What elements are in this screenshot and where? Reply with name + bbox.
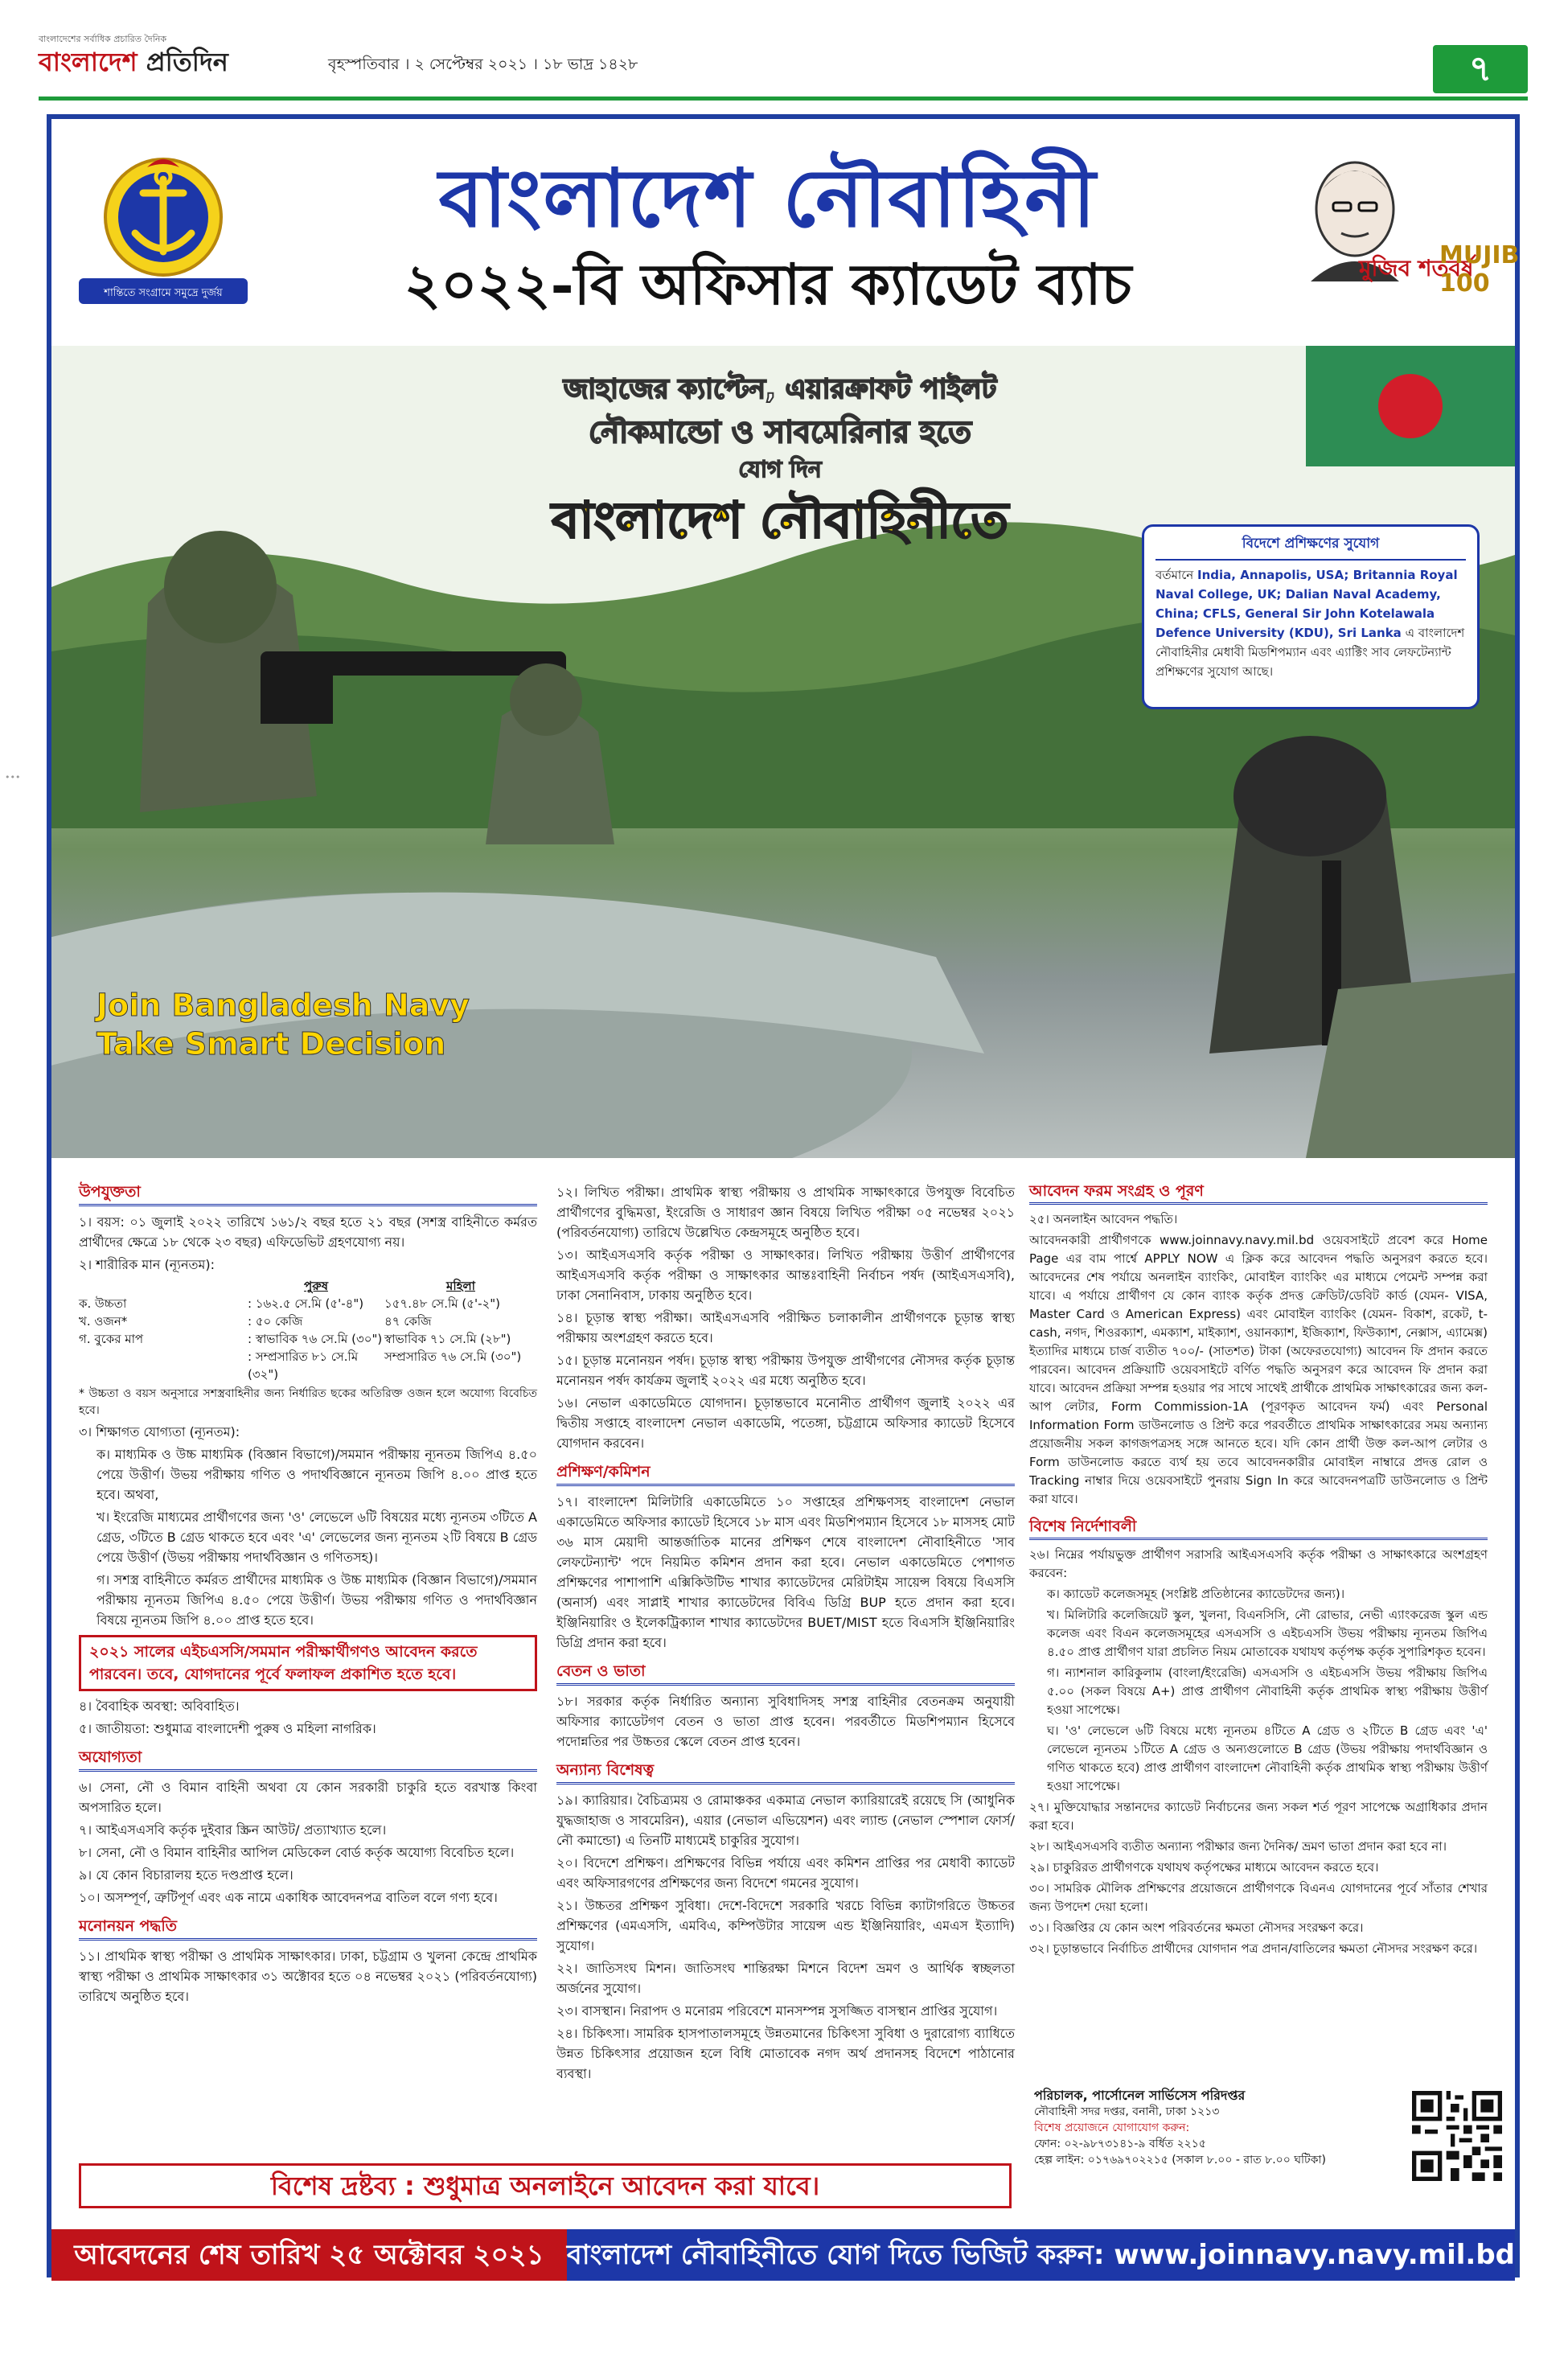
contact-box bbox=[1029, 2084, 1399, 2229]
section-instructions: বিশেষ নির্দেশাবলী bbox=[1029, 1516, 1488, 1540]
instruction-29: ২৯। চাকুরিরত প্রার্থীগণকে যথাযথ কর্তৃপক্ষের মাধ্যমে আবেদন করতে হবে। bbox=[1029, 1860, 1379, 1875]
mujib-logo-text: মুজিব শতবর্ষ bbox=[1359, 255, 1474, 281]
cell: : স্বাভাবিক ৭৬ সে.মি (৩০") bbox=[248, 1332, 383, 1346]
instruction-28: ২৮। আইএসএসবি ব্যতীত অন্যান্য পরীক্ষার জন্য দৈনিক/ ভ্রমণ ভাতা প্রদান করা হবে না। bbox=[1029, 1839, 1447, 1854]
row-label bbox=[79, 1348, 248, 1383]
feature-19: ১৯। ক্যারিয়ার। বৈচিত্র্যময় ও রোমাঞ্চকর একমাত্র নেভাল ক্যারিয়ারেই রয়েছে সি (আধুনিক যুদ্ধজাহাজ ও সাবমেরিন), এয়ার (নেভাল এভিয়েশন) এবং ল্যান্ড (নেভাল স্পেশাল ফোর্স/ নৌ কমান্ডো) এ তিনটি মাধ্যমেই চাকুরির সুযোগ। bbox=[556, 1793, 1015, 1848]
abroad-pre: বর্তমানে bbox=[1155, 568, 1194, 582]
col-male: পুরুষ bbox=[304, 1279, 328, 1293]
cell: : ১৬২.৫ সে.মি (৫'-৪") bbox=[248, 1296, 364, 1311]
instruction-27: ২৭। মুক্তিযোদ্ধার সন্তানদের ক্যাডেট নির্বাচনের জন্য সকল শর্ত পূরণ সাপেক্ষে অগ্রাধিকার প্রদান করা হবে। bbox=[1029, 1800, 1488, 1833]
selection-15: ১৫। চূড়ান্ত মনোনয়ন পর্ষদ। চূড়ান্ত স্বাস্থ্য পরীক্ষায় উপযুক্ত প্রার্থীগণের নৌসদর কর্তৃক চূড়ান্ত মনোনয়ন পর্ষদ কার্যক্রম জুলাই ২০২২ এর মধ্যে অনুষ্ঠিত হবে। bbox=[556, 1353, 1015, 1388]
contact-phone: ফোন: ০২-৯৮৭৩১৪১-৯ বর্ধিত ২২১৫ bbox=[1034, 2138, 1206, 2150]
instruction-26b: খ। মিলিটারি কলেজিয়েট স্কুল, খুলনা, বিএনসিসি, নৌ রোভার, নেভী এ্যাংকরেজ স্কুল এন্ড কলেজ এবং বিএন কলেজসমূহের এসএসসি ও এইচএসসি উভয় পরীক্ষায় ন্যূনতম জিপিএ ৪.৫০ প্রাপ্ত প্রার্থীগণ যারা প্রচলিত নিয়ম মোতাবেক যথাযথ কর্তৃপক্ষ কর্তৃক সুপারিশকৃত হবেন। bbox=[1047, 1608, 1488, 1659]
logo-part1: বাংলাদেশ bbox=[39, 47, 138, 77]
special-note-banner: বিশেষ দ্রষ্টব্য : শুধুমাত্র অনলাইনে আবেদন করা যাবে। bbox=[79, 2163, 1012, 2208]
eligibility-marital: ৪। বৈবাহিক অবস্থা: অবিবাহিত। bbox=[79, 1698, 240, 1714]
education-b: খ। ইংরেজি মাধ্যমের প্রার্থীগণের জন্য 'ও' লেভেলে ৬টি বিষয়ের মধ্যে ন্যূনতম ৩টিতে A গ্রেড, ৩টিতে B গ্রেড থাকতে হবে এবং 'এ' লেভেলের জন্য ন্যূনতম ২টি বিষয়ে B গ্রেড পেয়ে উত্তীর্ণ (উভয় পরীক্ষায় পদার্থবিজ্ঞান ও গণিতসহ)। bbox=[96, 1509, 537, 1565]
instruction-26d: ঘ। 'ও' লেভেলে ৬টি বিষয়ে মধ্যে ন্যূনতম ৪টিতে A গ্রেড ও ২টিতে B গ্রেড এবং 'এ' লেভেলে ন্যূনতম ১টিতে A গ্রেড ও অন্যগুলোতে B গ্রেড (উভয় পরীক্ষায় পদার্থবিজ্ঞান ও গণিত থাকতে হবে) প্রাপ্ত প্রার্থীগণ বাংলাদেশ নৌবাহিনী কর্তৃক প্রাথমিক স্বাস্থ্য পরীক্ষায় উত্তীর্ণ হওয়া সাপেক্ষে। bbox=[1047, 1723, 1488, 1793]
ineligible-8: ৮। সেনা, নৌ ও বিমান বাহিনীর আপিল মেডিকেল বোর্ড কর্তৃক অযোগ্য বিবেচিত হলে। bbox=[79, 1845, 515, 1860]
brand-tagline: বাংলাদেশের সর্বাধিক প্রচারিত দৈনিক bbox=[39, 34, 167, 44]
abroad-text bbox=[1155, 565, 1466, 681]
ineligible-10: ১০। অসম্পূর্ণ, ত্রুটিপূর্ণ এবং এক নামে একাধিক আবেদনপত্র বাতিল বলে গণ্য হবে। bbox=[79, 1890, 498, 1905]
hero-line3: যোগ দিন bbox=[738, 456, 822, 483]
eligibility-education: ৩। শিক্ষাগত যোগ্যতা (ন্যূনতম): bbox=[79, 1424, 240, 1440]
cell: সম্প্রসারিত ৭৬ সে.মি (৩০") bbox=[384, 1349, 522, 1364]
instruction-31: ৩১। বিজ্ঞপ্তির যে কোন অংশ পরিবর্তনের ক্ষমতা নৌসদর সংরক্ষণ করে। bbox=[1029, 1920, 1364, 1935]
hsc-note-box: ২০২১ সালের এইচএসসি/সমমান পরীক্ষার্থীগণও আবেদন করতে পারবেন। তবে, যোগদানের পূর্বে ফলাফল প্রকাশিত হতে হবে। bbox=[79, 1635, 537, 1691]
deadline-banner: আবেদনের শেষ তারিখ ২৫ অক্টোবর ২০২১ bbox=[51, 2229, 567, 2281]
join-slogan-1: Join Bangladesh Navy bbox=[96, 988, 470, 1023]
row-label: গ. বুকের মাপ bbox=[79, 1332, 144, 1346]
selection-12: ১২। লিখিত পরীক্ষা। প্রাথমিক স্বাস্থ্য পরীক্ষায় ও প্রাথমিক সাক্ষাৎকারে উপযুক্ত বিবেচিত প্রার্থীগণের বুদ্ধিমত্তা, ইংরেজি ও সাধারণ জ্ঞান বিষয়ে লিখিত পরীক্ষা ০৫ নভেম্বর ২০২১ (পরিবর্তনযোগ্য) তারিখে উল্লেখিত কেন্দ্রসমূহে অনুষ্ঠিত হবে। bbox=[556, 1185, 1015, 1240]
section-selection: মনোনয়ন পদ্ধতি bbox=[79, 1915, 537, 1941]
feature-24: ২৪। চিকিৎসা। সামরিক হাসপাতালসমূহে উন্নতমানের চিকিৎসা সুবিধা ও দুরারোগ্য ব্যাধিতে উন্নত চিকিৎসার প্রয়োজন হলে বিধি মোতাবেক নগদ অর্থ প্রদানসহ বিদেশে পাঠানোর ব্যবস্থা। bbox=[556, 2026, 1015, 2081]
abroad-post: এ বাংলাদেশ নৌবাহিনীর মেধাবী মিডশিপম্যান এবং এ্যাক্টিং সাব লেফটেন্যান্ট প্রশিক্ষণের সুযোগ আছে। bbox=[1155, 626, 1465, 679]
weight-note: * উচ্চতা ও বয়স অনুসারে সশস্ত্রবাহিনীর জন্য নির্ধারিত ছকের অতিরিক্ত ওজন হলে অযোগ্য বিবেচিত হবে। bbox=[79, 1387, 537, 1417]
page-number: ৭ bbox=[1433, 45, 1528, 93]
physical-standards-table bbox=[79, 1277, 537, 1383]
column-left bbox=[79, 1176, 537, 2009]
training-17: ১৭। বাংলাদেশ মিলিটারি একাডেমিতে ১০ সপ্তাহের প্রশিক্ষণসহ বাংলাদেশ নেভাল একাডেমিতে অফিসার ক্যাডেট হিসেবে ১৮ মাস এবং মিডশিপম্যান হিসেবে ১৮ মাসসহ মোট ৩৬ মাস মেয়াদী আন্তর্জাতিক মানের প্রশিক্ষণ শেষে বাংলাদেশ নৌবাহিনীতে 'সাব লেফটেন্যান্ট' পদে নিয়মিত কমিশন প্রদান করা হবে। নেভাল একাডেমিতে পেশাগত প্রশিক্ষণের পাশাপাশি এক্সিকিউটিভ শাখার ক্যাডেটদের মেরিটাইম সায়েন্স বিষয়ে বিএসসি (অনার্স) এবং সাপ্লাই শাখার ক্যাডেটদের বিবিএ ডিগ্রি BUP হতে প্রদান করা হবে। ইঞ্জিনিয়ারিং ও ইলেকট্রিক্যাল শাখার ক্যাডেটদের BUET/MIST হতে বিএসসি ইঞ্জিনিয়ারিং ডিগ্রি প্রদান করা হবে। bbox=[556, 1494, 1015, 1650]
qr-code-icon[interactable] bbox=[1412, 2091, 1502, 2181]
hero-line4: বাংলাদেশ নৌবাহিনীতে bbox=[552, 491, 1008, 549]
hero-line1: জাহাজের ক্যাপ্টেন, এয়ারক্রাফট পাইলট bbox=[563, 373, 997, 405]
contact-hotline: হেল্প লাইন: ০১৭৬৯৭০২২১৫ (সকাল ৮.০০ - রাত ৮.০০ ঘটিকা) bbox=[1034, 2154, 1326, 2167]
eligibility-physical: ২। শারীরিক মান (ন্যূনতম): bbox=[79, 1257, 215, 1272]
feature-23: ২৩। বাসস্থান। নিরাপদ ও মনোরম পরিবেশে মানসম্পন্ন সুসজ্জিত বাসস্থান প্রাপ্তির সুযোগ। bbox=[556, 2003, 998, 2019]
contact-title: পরিচালক, পার্সোনেল সার্ভিসেস পরিদপ্তর bbox=[1034, 2088, 1246, 2103]
section-apply: আবেদন ফরম সংগ্রহ ও পূরণ bbox=[1029, 1181, 1488, 1205]
selection-11: ১১। প্রাথমিক স্বাস্থ্য পরীক্ষা ও প্রাথমিক সাক্ষাৎকার। ঢাকা, চট্টগ্রাম ও খুলনা কেন্দ্রে প্রাথমিক স্বাস্থ্য পরীক্ষা ও প্রাথমিক সাক্ষাৎকার ৩১ অক্টোবর হতে ০৪ নভেম্বর ২০২১ (পরিবর্তনযোগ্য) তারিখে অনুষ্ঠিত হবে। bbox=[79, 1949, 537, 2004]
instruction-30: ৩০। সামরিক মৌলিক প্রশিক্ষণের প্রয়োজনে প্রার্থীগণকে বিএনএ যোগদানের পূর্বে সাঁতার শেখার জন্য উপদেশ দেয়া হলো। bbox=[1029, 1881, 1488, 1914]
pay-18: ১৮। সরকার কর্তৃক নির্ধারিত অন্যান্য সুবিধাদিসহ সশস্ত্র বাহিনীর বেতনক্রম অনুযায়ী অফিসার ক্যাডেটগণ বেতন ও ভাতা প্রাপ্ত হবেন। পরবর্তীতে মিডশিপম্যান হিসেবে পদোন্নতির পর উচ্চতর স্কেলে বেতন প্রাপ্ত হবেন। bbox=[556, 1694, 1015, 1749]
crest-motto: শান্তিতে সংগ্রামে সমুদ্রে দুর্জয় bbox=[104, 287, 223, 299]
cell: : সম্প্রসারিত ৮১ সে.মি (৩২") bbox=[248, 1349, 359, 1382]
col-female: মহিলা bbox=[445, 1279, 476, 1293]
abroad-title: বিদেশে প্রশিক্ষণের সুযোগ bbox=[1155, 533, 1466, 561]
ineligible-9: ৯। যে কোন বিচারালয় হতে দণ্ডপ্রাপ্ত হলে। bbox=[79, 1867, 293, 1883]
masthead-rule bbox=[39, 97, 1528, 101]
side-mark: ••• bbox=[5, 772, 21, 782]
eligibility-age: ১। বয়স: ০১ জুলাই ২০২২ তারিখে ১৬১/২ বছর হতে ২১ বছর (সশস্ত্র বাহিনীতে কর্মরত প্রার্থীদের ক্ষেত্রে ১৮ থেকে ২৩ বছর) এফিডেভিট গ্রহণযোগ্য নয়। bbox=[79, 1214, 537, 1250]
page-subtitle: ২০২২-বি অফিসার ক্যাডেট ব্যাচ bbox=[404, 251, 1132, 318]
selection-13: ১৩। আইএসএসবি কর্তৃক পরীক্ষা ও সাক্ষাৎকার। লিখিত পরীক্ষায় উত্তীর্ণ প্রার্থীগণের আইএসএসবি কর্তৃক পরীক্ষা ও সাক্ষাৎকার আন্তঃবাহিনী নির্বাচন পর্ষদ (আইএসএসবি), ঢাকা সেনানিবাস, ঢাকায় অনুষ্ঠিত হবে। bbox=[556, 1247, 1015, 1303]
column-right bbox=[1029, 1176, 1488, 1961]
feature-20: ২০। বিদেশে প্রশিক্ষণ। প্রশিক্ষণের বিভিন্ন পর্যায়ে এবং কমিশন প্রাপ্তির পর মেধাবী ক্যাডেট এবং অফিসারগণের প্রশিক্ষণের জন্য বিদেশে গমনের সুযোগ। bbox=[556, 1855, 1015, 1891]
education-c: গ। সশস্ত্র বাহিনীতে কর্মরত প্রার্থীদের মাধ্যমিক ও উচ্চ মাধ্যমিক (বিজ্ঞান বিভাগে)/সমমান পরীক্ষায় ন্যূনতম জিপিএ ৪.৫০ পেয়ে উত্তীর্ণ। উভয় পরীক্ষায় গণিত ও পদার্থবিজ্ঞান বিষয়ে ন্যূনতম জিপি ৪.০০ প্রাপ্ত হতে হবে। bbox=[96, 1572, 537, 1628]
cell: : ৫০ কেজি bbox=[248, 1314, 303, 1329]
selection-16: ১৬। নেভাল একাডেমিতে যোগদান। চূড়ান্তভাবে মনোনীত প্রার্থীগণ জুলাই ২০২২ এর দ্বিতীয় সপ্তাহে বাংলাদেশ নেভাল একাডেমি, পতেঙ্গা, চট্টগ্রামে অফিসার ক্যাডেট হিসেবে যোগদান করবেন। bbox=[556, 1395, 1015, 1451]
section-features: অন্যান্য বিশেষত্ব bbox=[556, 1759, 1015, 1785]
abroad-places: India, Annapolis, USA; Britannia Royal Naval College, UK; Dalian Naval Academy, China; CFLS, General Sir John Kotelawala Defence University (KDU), Sri Lanka bbox=[1155, 568, 1458, 640]
ineligible-6: ৬। সেনা, নৌ ও বিমান বাহিনী অথবা যে কোন সরকারী চাকুরি হতে বরখাস্ত কিংবা অপসারিত হলে। bbox=[79, 1780, 537, 1815]
page-title: বাংলাদেশ নৌবাহিনী bbox=[438, 150, 1098, 245]
selection-14: ১৪। চূড়ান্ত স্বাস্থ্য পরীক্ষা। আইএসএসবি পরীক্ষিত চলাকালীন প্রার্থীগণকে চূড়ান্ত স্বাস্থ্য পরীক্ষায় অংশগ্রহণ করতে হবে। bbox=[556, 1310, 1015, 1345]
column-middle bbox=[556, 1176, 1015, 2086]
section-training: প্রশিক্ষণ/কমিশন bbox=[556, 1460, 1015, 1486]
apply-25-text: আবেদনকারী প্রার্থীগণকে www.joinnavy.navy.mil.bd ওয়েবসাইটে প্রবেশ করে Home Page এর বাম পার্শ্বে APPLY NOW এ ক্লিক করে আবেদন পদ্ধতি অনুসরণ করতে হবে। আবেদনের শেষ পর্যায়ে অনলাইন ব্যাংকিং, মোবাইল ব্যাংকিং এর মাধ্যমে পেমেন্ট সম্পন্ন করা যাবে। এ পর্যায়ে প্রার্থীগণ যে কোন ব্যাংক কর্তৃক প্রদত্ত ক্রেডিট/ডেবিট কার্ড (যেমন- VISA, Master Card ও American Express) এবং মোবাইল ব্যাংকিং (যেমন- বিকাশ, রকেট, t-cash, নগদ, শিওরক্যাশ, এমক্যাশ, মাইক্যাশ, ওয়ানক্যাশ, ইজিক্যাশ, ফিউক্যাশ, নেক্সাস, এ্যামেক্স) ইত্যাদির মাধ্যমে চার্জ ব্যতীত ৭০০/- (সাতশত) টাকা (অফেরতযোগ্য) আবেদন ফি প্রদান করতে পারবেন। আবেদন প্রক্রিয়াটি ওয়েবসাইটে বর্ণিত পদ্ধতি অনুসরণ করে আবেদন ফি প্রদান করা যাবে। আবেদন প্রক্রিয়া সম্পন্ন হওয়ার পর সাথে সাথেই প্রার্থীকে প্রাথমিক সাক্ষাৎকারের জন্য কল-আপ লেটার, Form Commission-1A (পূরণকৃত আবেদন ফর্ম) এবং Personal Information Form ডাউনলোড ও প্রিন্ট করে পরবর্তীতে প্রাথমিক সাক্ষাৎকারের সময় অন্যান্য প্রয়োজনীয় সকল কাগজপত্রসহ সঙ্গে আনতে হবে। যদি কোন প্রার্থী উক্ত কল-আপ লেটার ও Form ডাউনলোড করতে ব্যর্থ হয় তবে আবেদনকারীর মোবাইল নাম্বারে প্রদত্ত রোল ও Tracking নাম্বার দিয়ে ওয়েবসাইটে পুনরায় Sign In করে আবেদনপত্রটি ডাউনলোড ও প্রিন্ট করা যাবে। bbox=[1029, 1233, 1488, 1506]
hero-line2: নৌকমান্ডো ও সাবমেরিনার হতে bbox=[589, 414, 971, 450]
instruction-32: ৩২। চূড়ান্তভাবে নির্বাচিত প্রার্থীদের যোগদান পত্র প্রদান/বাতিলের ক্ষমতা নৌসদর সংরক্ষণ করে। bbox=[1029, 1941, 1478, 1956]
contact-address: নৌবাহিনী সদর দপ্তর, বনানী, ঢাকা ১২১৩ bbox=[1034, 2105, 1220, 2118]
navy-crest-icon bbox=[71, 143, 256, 312]
instruction-26c: গ। ন্যাশনাল কারিকুলাম (বাংলা/ইংরেজি) এসএসসি ও এইচএসসি উভয় পরীক্ষায় জিপিএ ৫.০০ (সকল বিষয়ে A+) প্রাপ্ত প্রার্থীগণ নৌবাহিনী কর্তৃক প্রাথমিক স্বাস্থ্য পরীক্ষায় উত্তীর্ণ হওয়া সাপেক্ষে। bbox=[1047, 1665, 1488, 1717]
cell: ১৫৭.৪৮ সে.মি (৫'-২") bbox=[384, 1296, 500, 1311]
row-label: খ. ওজন* bbox=[79, 1314, 128, 1329]
newspaper-masthead bbox=[0, 0, 1568, 103]
instruction-26: ২৬। নিম্নের পর্যায়ভুক্ত প্রার্থীগণ সরাসরি আইএসএসবি কর্তৃক পরীক্ষা ও সাক্ষাৎকারে অংশগ্রহণ করবেন: bbox=[1029, 1547, 1488, 1580]
mujib-logo-en: MUJIB 100 bbox=[1439, 241, 1520, 298]
join-slogan-2: Take Smart Decision bbox=[96, 1026, 446, 1062]
logo-part2: প্রতিদিন bbox=[146, 47, 228, 77]
eligibility-nationality: ৫। জাতীয়তা: শুধুমাত্র বাংলাদেশী পুরুষ ও মহিলা নাগরিক। bbox=[79, 1721, 376, 1736]
instruction-26a: ক। ক্যাডেট কলেজসমূহ (সংশ্লিষ্ট প্রতিষ্ঠানের ক্যাডেটদের জন্য)। bbox=[1047, 1587, 1345, 1601]
feature-22: ২২। জাতিসংঘ মিশন। জাতিসংঘ শান্তিরক্ষা মিশনে বিদেশ ভ্রমণ ও আর্থিক স্বচ্ছলতা অর্জনের সুযোগ। bbox=[556, 1961, 1015, 1996]
dateline: বৃহস্পতিবার । ২ সেপ্টেম্বর ২০২১ । ১৮ ভাদ্র ১৪২৮ bbox=[328, 55, 638, 73]
abroad-training-box bbox=[1142, 524, 1480, 709]
feature-21: ২১। উচ্চতর প্রশিক্ষণ সুবিধা। দেশে-বিদেশে সরকারি খরচে বিভিন্ন ক্যাটাগরিতে উচ্চতর প্রশিক্ষণের (এমএসসি, এমবিএ, কম্পিউটার সায়েন্স এন্ড ইঞ্জিনিয়ারিং, এমএস ইত্যাদি) সুযোগ। bbox=[556, 1898, 1015, 1953]
section-ineligibility: অযোগ্যতা bbox=[79, 1746, 537, 1772]
website-banner[interactable]: বাংলাদেশ নৌবাহিনীতে যোগ দিতে ভিজিট করুন: www.joinnavy.navy.mil.bd bbox=[567, 2229, 1515, 2281]
footer-bar bbox=[51, 2229, 1515, 2281]
contact-need: বিশেষ প্রয়োজনে যোগাযোগ করুন: bbox=[1034, 2121, 1190, 2134]
section-eligibility: উপযুক্ততা bbox=[79, 1181, 537, 1206]
apply-25: ২৫। অনলাইন আবেদন পদ্ধতি। bbox=[1029, 1212, 1178, 1226]
section-pay: বেতন ও ভাতা bbox=[556, 1660, 1015, 1686]
cell: ৪৭ কেজি bbox=[384, 1314, 432, 1329]
row-label: ক. উচ্চতা bbox=[79, 1296, 127, 1311]
ineligible-7: ৭। আইএসএসবি কর্তৃক দুইবার স্ক্রিন আউট/ প্রত্যাখ্যাত হলে। bbox=[79, 1822, 387, 1838]
education-a: ক। মাধ্যমিক ও উচ্চ মাধ্যমিক (বিজ্ঞান বিভাগে)/সমমান পরীক্ষায় ন্যূনতম জিপিএ ৪.৫০ পেয়ে উত্তীর্ণ। উভয় পরীক্ষায় গণিত ও পদার্থবিজ্ঞানে ন্যূনতম জিপি ৪.০০ প্রাপ্ত হতে হবে। অথবা, bbox=[96, 1447, 537, 1502]
newspaper-logo bbox=[39, 42, 228, 85]
cell: স্বাভাবিক ৭১ সে.মি (২৮") bbox=[384, 1332, 511, 1346]
